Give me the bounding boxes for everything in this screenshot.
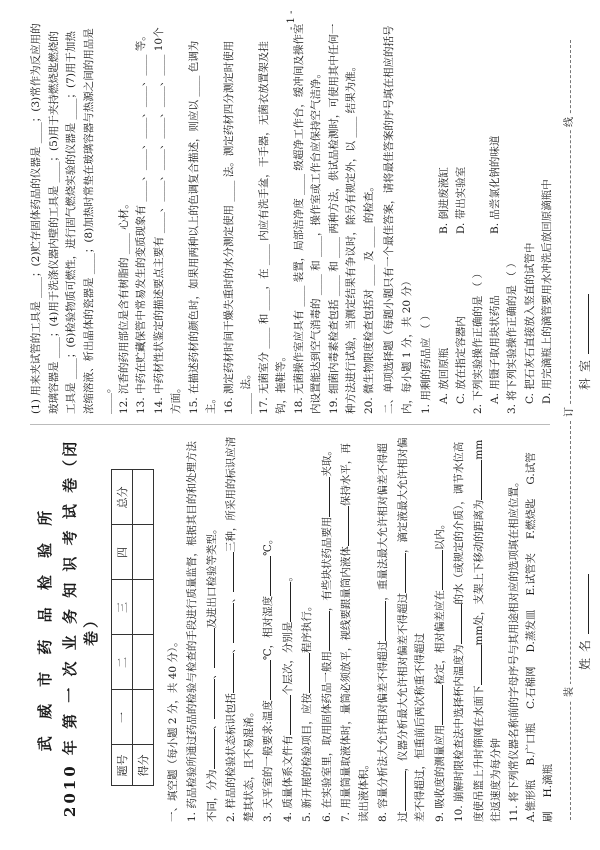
score-cell[interactable] xyxy=(133,635,154,690)
fill-question xyxy=(116,22,134,414)
fill-question xyxy=(449,434,506,822)
fill-question xyxy=(133,22,151,414)
answer-blank[interactable] xyxy=(258,556,271,596)
answer-blank[interactable] xyxy=(202,629,215,669)
question-number: 17. xyxy=(257,397,270,414)
question-text: 及进出口检验等类型。 xyxy=(205,523,218,629)
question-text: 细菌内毒素检查包括 ____ 和 ____ 两种方法，供试品检测时，可使用其中任何一种方法进行试验，当测定结果有争议时，除另有规定外，以 ____ 结果为准。 xyxy=(327,23,357,414)
mc-option[interactable]: D. 带出实验室 xyxy=(454,166,467,234)
mc-options xyxy=(522,22,556,414)
question-text: ，滴定液最大允许相对偏差不得超过，恒重前后两次称重不得超过 xyxy=(396,437,426,822)
answer-blank[interactable] xyxy=(393,553,406,593)
question-text: 检定，相对偏差应在 xyxy=(433,590,446,685)
question-text: 夹取。 xyxy=(320,445,333,477)
mc-question xyxy=(470,22,488,414)
score-row-label: 得分 xyxy=(133,745,154,786)
question-number: 13. xyxy=(135,397,147,414)
fill-question xyxy=(291,22,326,414)
q11-option: G.试管刷 xyxy=(525,452,554,822)
answer-blank[interactable] xyxy=(449,604,462,644)
question-text: 用剩的药品应 xyxy=(420,337,432,401)
mc-option[interactable]: C. 放在指定容器内 xyxy=(454,316,467,404)
q11-option: H.滴瓶 xyxy=(542,764,554,798)
q11-items: (1) 用来夹试管的工具是 ____；(2)贮存固体药品的仪器是 ____；(3)常作为反应用的玻璃容器是 ____；(4)用于洗涤仪器内壁的工具是 ____；(5)用于夹持燃烧匙燃烧的工具是 ____；(6)检验物质可燃性，进行固气燃烧实验的仪器是 ____；(7)用于加热浓缩溶液、析出晶体的瓷器是 ____；(8)加热时常垫在玻璃容器与热源之间的用品是 ____。 xyxy=(30,23,112,414)
question-number: 14. xyxy=(152,397,165,414)
question-text: 保持水平，再读出液体积。 xyxy=(340,443,370,822)
question-text: 的水（或规定的介质），调节水位高度使吊篮上升时筛网在水面下 xyxy=(453,441,485,822)
binding-word-3: 线 xyxy=(560,114,575,130)
score-cell[interactable] xyxy=(133,525,154,580)
fill-question xyxy=(336,434,373,822)
question-text: 测定药材时间干燥失重时的水分测定使用 ____ 法。测定药材四分测定时使用 ____ 法。 xyxy=(222,40,252,414)
question-text: 、 xyxy=(205,719,218,730)
score-col-total: 总分 xyxy=(112,470,133,525)
question-number: 2. xyxy=(471,403,484,414)
answer-blank[interactable] xyxy=(221,603,234,643)
answer-blank[interactable] xyxy=(336,506,349,546)
fill-question xyxy=(186,22,221,414)
mc-option[interactable]: D. 用完滴瓶上的滴管要用水冲洗后放回原滴瓶中 xyxy=(540,179,553,404)
section1-title: 一、填空题（每小题 2 分，共 40 分）。 xyxy=(167,636,179,822)
question-text: ℃，相对湿度 xyxy=(262,595,274,661)
exam-title: 2010 年 第 一 次 业 务 知 识 考 试 卷（闭卷） xyxy=(61,438,100,818)
question-number: 20. xyxy=(362,397,375,414)
mc-option[interactable]: B. 品尝氯化钠的味道 xyxy=(489,135,501,234)
fill-question xyxy=(373,434,430,822)
answer-parentheses[interactable]: （ ） xyxy=(506,257,518,286)
section2-title: 二、单项选择题（每题小题只有一个最佳答案，请将最佳答案的序号填在相应的括号内，每小题 1 分，共 20 分） xyxy=(383,25,413,414)
score-cell[interactable] xyxy=(133,690,154,745)
fill-question xyxy=(326,22,361,414)
q11-option: A.锥形瓶 xyxy=(525,779,537,822)
fill-question xyxy=(256,22,291,414)
right-column xyxy=(28,22,553,414)
answer-blank[interactable] xyxy=(430,685,443,725)
binding-word-2: 订 xyxy=(560,404,575,420)
question-text: mm处，支架上下移动的距离为 xyxy=(472,499,485,646)
answer-blank[interactable] xyxy=(469,646,482,686)
mc-question xyxy=(418,22,436,414)
question-text: 将下列实验操作正确的是 xyxy=(506,285,518,401)
fill-questions-continued xyxy=(116,22,379,414)
answer-parentheses[interactable]: （ ） xyxy=(471,267,484,296)
question-text: 下列实验操作正确的是 xyxy=(471,295,484,401)
answer-blank[interactable] xyxy=(393,772,406,812)
fill-question xyxy=(221,434,258,822)
column-divider xyxy=(30,424,550,425)
section1-questions xyxy=(184,434,506,822)
q11-options xyxy=(523,434,557,822)
fill-question xyxy=(184,434,221,822)
score-col-2: 二 xyxy=(112,635,133,690)
question-text: 2. 样品的检验状态标识包括 xyxy=(225,693,237,822)
fill-question xyxy=(278,434,298,822)
question-text: 中药在贮藏保管中常易发生的变质现象有 ____、____、____、____、____ 等。 xyxy=(135,30,147,394)
question-text: 三种，所采用的标识应清楚其状态，且不易混淆。 xyxy=(225,436,255,822)
q11-option: C.石棉网 xyxy=(525,666,537,710)
fill-question xyxy=(430,434,450,822)
question-number: 12. xyxy=(117,397,130,414)
question-text: 1. 药品检验所通过药品的检验与检查的手段进行质量监督，根据其目的和处理方法不同，分为 xyxy=(186,441,218,822)
question-text: 中药材性状鉴定的描述要点主要有 ____、____、____、____、____、____ 10个方面。 xyxy=(152,27,182,414)
question-text: 10. 崩解时限检查法中选择杯内温度为 xyxy=(453,644,465,822)
question-text: ℃。 xyxy=(262,533,274,556)
question-text: 3. 天平室的一般要求:温度 xyxy=(262,700,274,822)
binding-strip xyxy=(556,40,598,820)
question-text: 9. 吸收度的测量应用 xyxy=(433,724,446,822)
answer-blank[interactable] xyxy=(317,611,330,651)
question-text: 、 xyxy=(225,592,237,603)
multiple-choice-questions xyxy=(418,22,556,414)
mc-option[interactable]: A. 放回原瓶 xyxy=(437,347,450,404)
answer-blank[interactable] xyxy=(373,601,386,641)
fill-question xyxy=(221,22,256,414)
binding-field-name: 姓名 xyxy=(576,574,593,670)
binding-field-dept: 科室 xyxy=(576,294,593,390)
mc-option[interactable]: C. 把石灰石直接放入竖直的试管中 xyxy=(523,242,536,404)
mc-options xyxy=(436,22,470,414)
score-col-4: 四 xyxy=(112,525,133,580)
question-text: 5. 新开展的检验项目，应按 xyxy=(301,693,313,822)
question-text: 8. 容量分析法大允许相对偏差不得超过 xyxy=(377,640,389,822)
q11-option: E.试管夹 xyxy=(525,553,537,596)
answer-parentheses[interactable]: （ ） xyxy=(420,309,432,338)
q11-option: D.蒸发皿 xyxy=(525,609,537,653)
score-col-3: 三 xyxy=(112,580,133,635)
page-number: - 1 - xyxy=(286,10,297,30)
answer-blank[interactable] xyxy=(297,653,310,693)
question-text: 4. 质量体系文件有 xyxy=(281,735,294,822)
fill-question xyxy=(297,434,317,822)
question-number: 1. xyxy=(420,403,432,414)
answer-blank[interactable] xyxy=(430,550,443,590)
score-col-1: 一 xyxy=(112,690,133,745)
question-text: ，重量法最大允许相对偏差不得超过 xyxy=(377,443,409,822)
institute-title: 武 威 市 药 品 检 验 所 xyxy=(36,504,54,752)
question-text: 个层次，分别是 xyxy=(281,621,294,696)
question-number: 16. xyxy=(222,397,235,414)
question-text: 以内。 xyxy=(433,518,446,551)
question-text: 无菌操作室应具有 ____ 装置，局部洁净度 ____ 级超净工作台，缓冲间及操作室内设置能达到空气消毒的 ____ 和 ____，操作室或工作台应保持空气洁净。 xyxy=(292,23,322,414)
question-text: ，仪器分析最大允许相对偏差不得超过 xyxy=(396,593,409,772)
score-table xyxy=(111,470,154,787)
answer-blank[interactable] xyxy=(469,460,482,500)
mc-options xyxy=(487,22,504,414)
question-text: 6. 在实验室里，取用固体药品一般用 xyxy=(320,651,333,822)
answer-blank[interactable] xyxy=(202,730,215,770)
binding-word-1: 装 xyxy=(560,684,575,700)
score-table-header-label: 题号 xyxy=(112,745,133,786)
answer-blank[interactable] xyxy=(278,582,291,622)
score-cell[interactable] xyxy=(133,580,154,635)
question-text: 。 xyxy=(281,571,294,582)
question-text: 微生物限度检查包括对 ____ 及 ____ 的检查。 xyxy=(362,181,375,394)
question-text: mm往返速度为每分钟 xyxy=(472,439,502,822)
left-column xyxy=(28,434,554,822)
question-text: 无菌室分 ____ 和 ____，在 ____ 内应有洗手盆，干手器，无菌衣放置架及挂钩，拖鞋等。 xyxy=(257,41,287,414)
q11-option: F.燃烧匙 xyxy=(525,498,537,540)
question-text: 、 xyxy=(225,642,237,654)
mc-question xyxy=(504,22,522,414)
question-text: 程序执行。 xyxy=(301,600,313,654)
question-text: ，有些块状药品要用 xyxy=(320,516,333,612)
answer-blank[interactable] xyxy=(202,679,215,719)
question-text: 在描述药材的颜色时，如果用两种以上的色调复合描述，则应以 ____ 色调为主。 xyxy=(187,40,217,414)
answer-blank[interactable] xyxy=(221,552,234,592)
question-text: 、 xyxy=(205,668,218,679)
fill-question xyxy=(151,22,186,414)
fill-question xyxy=(361,22,379,414)
question-text: 沉香的药用部位是含有树脂的 ____ 心材。 xyxy=(117,198,130,394)
question-number: 15. xyxy=(187,397,200,414)
question-text: 7. 用量筒量取液体时，量筒必须放平，视线要跟量筒内液体 xyxy=(340,546,352,822)
answer-blank[interactable] xyxy=(317,477,330,517)
answer-blank[interactable] xyxy=(221,653,234,693)
question-number: 19. xyxy=(327,397,340,414)
question-number: 18. xyxy=(292,397,305,414)
q11-option: B.广口瓶 xyxy=(525,723,537,766)
question-number: 3. xyxy=(506,403,518,414)
binding-dashed-line xyxy=(570,40,571,820)
fill-question xyxy=(317,434,337,822)
fill-question xyxy=(258,434,278,822)
answer-blank[interactable] xyxy=(258,660,271,700)
question-11: 11. 将下列常仪器名称前的字母序号与其用途相对应的选项填在相应位置。 xyxy=(507,476,520,822)
answer-blank[interactable] xyxy=(278,695,291,735)
mc-option[interactable]: A. 用镊子取用块状药品 xyxy=(489,295,501,404)
score-cell[interactable] xyxy=(133,470,154,525)
mc-option[interactable]: B. 倒进废液缸 xyxy=(437,167,450,234)
